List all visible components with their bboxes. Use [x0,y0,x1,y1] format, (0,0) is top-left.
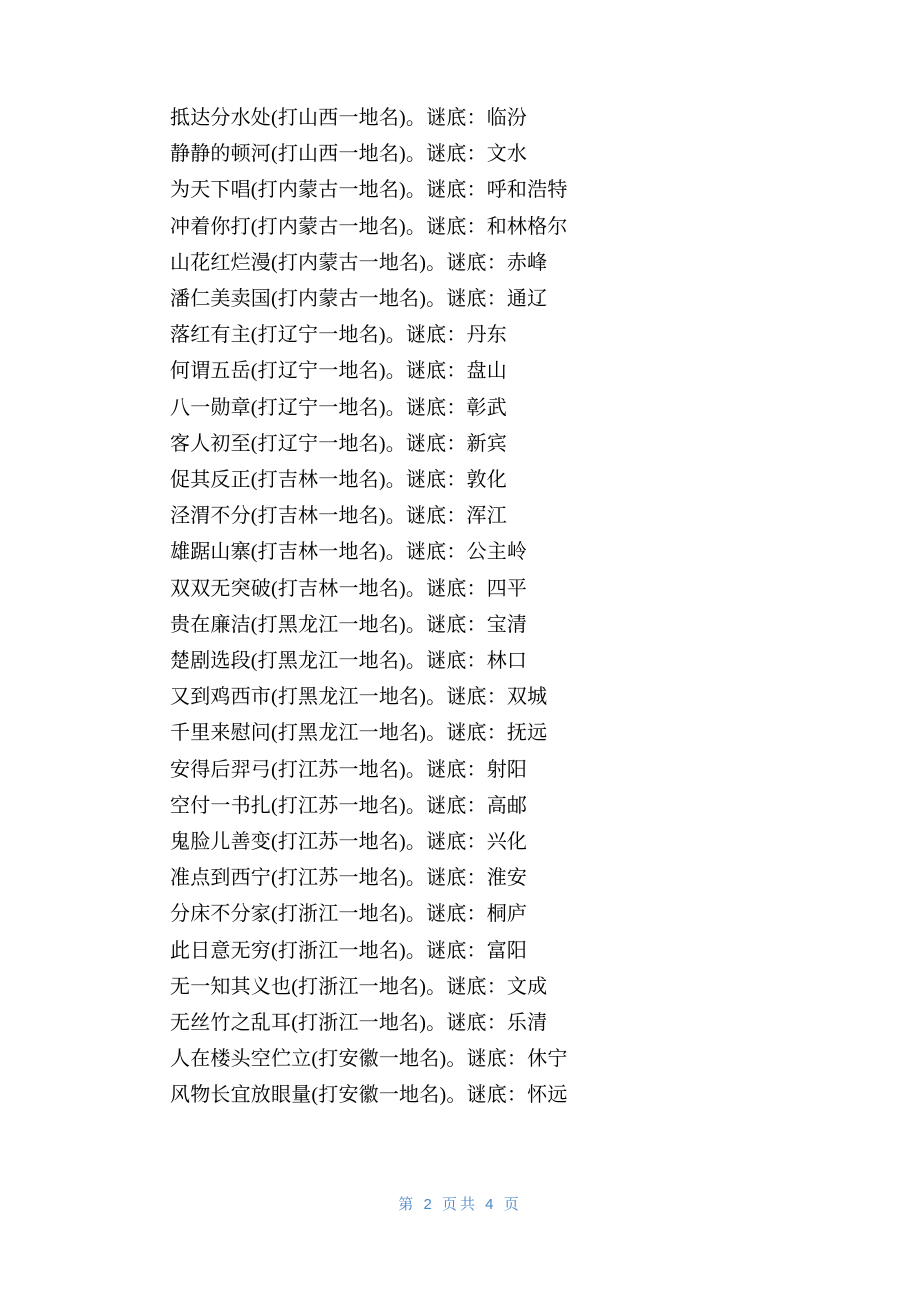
riddle-list [170,100,750,1114]
riddle-line: 客人初至(打辽宁一地名)。谜底：新宾 [170,432,507,455]
riddle-line: 楚剧选段(打黑龙江一地名)。谜底：林口 [170,650,528,673]
riddle-line: 千里来慰问(打黑龙江一地名)。谜底：抚远 [170,722,548,745]
riddle-line: 无一知其义也(打浙江一地名)。谜底：文成 [170,975,548,998]
riddle-line: 促其反正(打吉林一地名)。谜底：敦化 [170,469,507,492]
footer-prefix: 第 [398,1196,417,1213]
riddle-line: 冲着你打(打内蒙古一地名)。谜底：和林格尔 [170,215,568,238]
riddle-line: 风物长宜放眼量(打安徽一地名)。谜底：怀远 [170,1084,568,1107]
riddle-line: 抵达分水处(打山西一地名)。谜底：临汾 [170,107,528,129]
riddle-line: 又到鸡西市(打黑龙江一地名)。谜底：双城 [170,686,548,709]
riddle-line: 何谓五岳(打辽宁一地名)。谜底：盘山 [170,360,507,383]
footer-current-page: 2 [423,1196,435,1213]
riddle-line: 空付一书扎(打江苏一地名)。谜底：高邮 [170,794,528,817]
riddle-line: 为天下唱(打内蒙古一地名)。谜底：呼和浩特 [170,179,568,202]
riddle-line: 落红有主(打辽宁一地名)。谜底：丹东 [170,324,507,347]
riddle-line: 人在楼头空伫立(打安徽一地名)。谜底：休宁 [170,1048,568,1071]
riddle-line: 山花红烂漫(打内蒙古一地名)。谜底：赤峰 [170,251,548,274]
riddle-line: 双双无突破(打吉林一地名)。谜底：四平 [170,577,528,600]
riddle-line: 雄踞山寨(打吉林一地名)。谜底：公主岭 [170,541,528,564]
page-footer [0,1193,920,1214]
footer-middle: 页共 [441,1196,478,1213]
riddle-line: 安得后羿弓(打江苏一地名)。谜底：射阳 [170,758,528,781]
riddle-line: 八一勋章(打辽宁一地名)。谜底：彰武 [170,396,507,419]
riddle-line: 无丝竹之乱耳(打浙江一地名)。谜底：乐清 [170,1012,548,1035]
riddle-line: 分床不分家(打浙江一地名)。谜底：桐庐 [170,903,528,926]
riddle-line: 鬼脸儿善变(打江苏一地名)。谜底：兴化 [170,831,528,854]
riddle-line: 潘仁美卖国(打内蒙古一地名)。谜底：通辽 [170,288,548,311]
footer-total-pages: 4 [485,1196,497,1213]
riddle-line: 泾渭不分(打吉林一地名)。谜底：浑江 [170,505,507,528]
riddle-line: 准点到西宁(打江苏一地名)。谜底：淮安 [170,867,528,890]
riddle-line: 静静的顿河(打山西一地名)。谜底：文水 [170,143,528,166]
riddle-line: 此日意无穷(打浙江一地名)。谜底：富阳 [170,939,528,962]
footer-suffix: 页 [503,1196,522,1213]
riddle-line: 贵在廉洁(打黑龙江一地名)。谜底：宝清 [170,613,528,636]
